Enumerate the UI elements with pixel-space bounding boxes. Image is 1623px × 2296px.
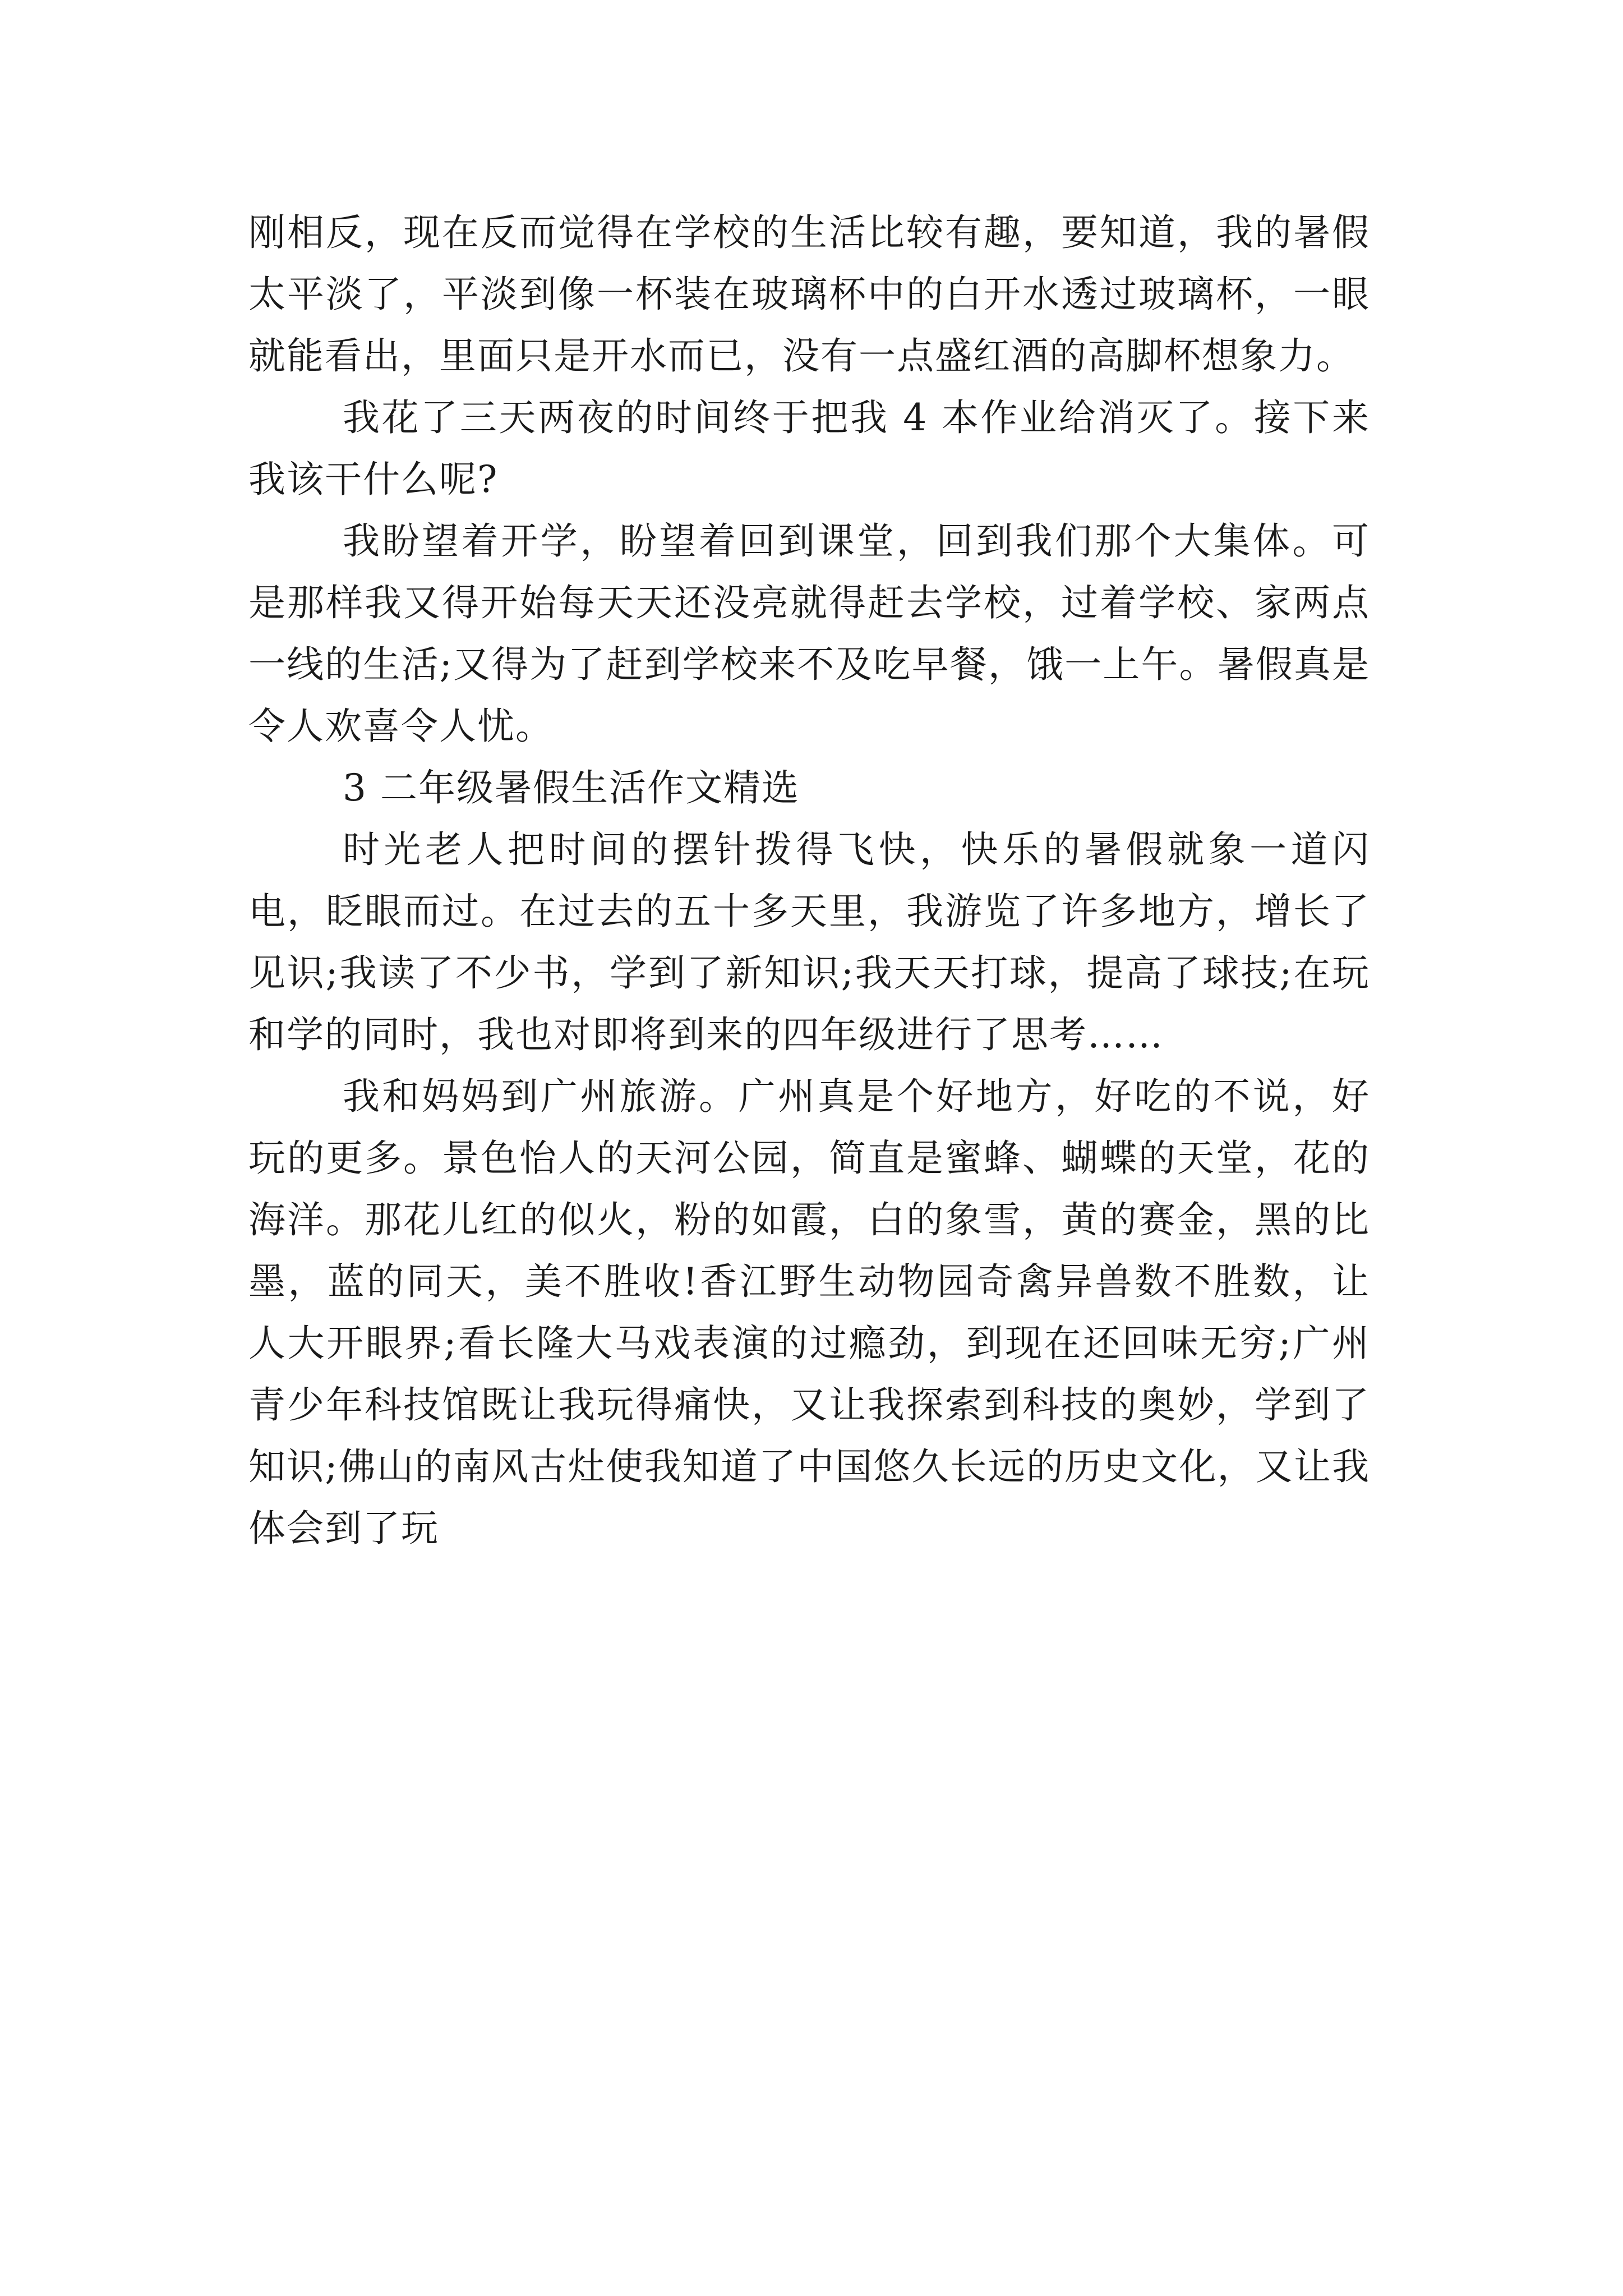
paragraph-continuation: 刚相反，现在反而觉得在学校的生活比较有趣，要知道，我的暑假太平淡了，平淡到像一杯装在玻璃杯中的白开水透过玻璃杯，一眼就能看出，里面只是开水而已，没有一点盛红酒的高脚杯想象力。 bbox=[248, 211, 1370, 378]
body-text bbox=[248, 202, 1370, 1559]
section-heading: 3 二年级暑假生活作文精选 bbox=[343, 766, 800, 809]
paragraph-homework: 我花了三天两夜的时间终于把我 4 本作业给消灭了。接下来我该干什么呢? bbox=[248, 396, 1370, 501]
paragraph-guangzhou-trip: 我和妈妈到广州旅游。广州真是个好地方，好吃的不说，好玩的更多。景色怡人的天河公园，简直是蜜蜂、蝴蝶的天堂，花的海洋。那花儿红的似火，粉的如霞，白的象雪，黄的赛金，黑的比墨，蓝的同天，美不胜收!香江野生动物园奇禽异兽数不胜数，让人大开眼界;看长隆大马戏表演的过瘾劲，到现在还回味无穷;广州青少年科技馆既让我玩得痛快，又让我探索到科技的奥妙，学到了知识;佛山的南风古灶使我知道了中国悠久长远的历史文化，又让我体会到了玩 bbox=[248, 1075, 1370, 1550]
paragraph-school-longing: 我盼望着开学，盼望着回到课堂，回到我们那个大集体。可是那样我又得开始每天天还没亮就得赶去学校，过着学校、家两点一线的生活;又得为了赶到学校来不及吃早餐，饿一上午。暑假真是令人欢喜令人忧。 bbox=[248, 519, 1370, 748]
paragraph-summer-intro: 时光老人把时间的摆针拨得飞快，快乐的暑假就象一道闪电，眨眼而过。在过去的五十多天里，我游览了许多地方，增长了见识;我读了不少书，学到了新知识;我天天打球，提高了球技;在玩和学的同时，我也对即将到来的四年级进行了思考…… bbox=[248, 828, 1370, 1056]
